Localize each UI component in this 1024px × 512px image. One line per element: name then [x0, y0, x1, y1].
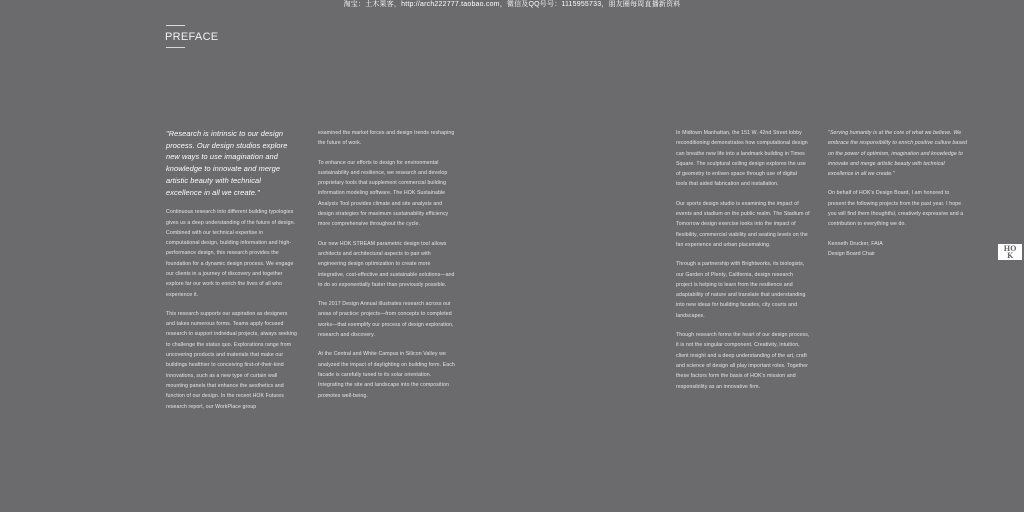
text-column-1 [166, 128, 297, 421]
logo-text-line-2: K [1006, 251, 1014, 260]
pull-quote: "Research is intrinsic to our design process. Our design studios explore new ways to use imagination and knowledge to innovate and merge artistic beauty with technical excellence in all we create." [166, 129, 288, 197]
body-paragraph: In Midtown Manhattan, the 151 W. 42nd Street lobby reconditioning demonstrates how computational design can breathe new life into a landmark building in Times Square. The sculptural ceiling design explores the use of geometry to enliven space through use of digital tools that aided fabrication and installation. [676, 130, 808, 188]
title-rule-top [166, 25, 185, 26]
watermark-text: 淘宝：土木果客，http://arch222777.taobao.com，微信及QQ号号：1115955733，朋友圈每周直播新资料 [343, 1, 681, 8]
logo-text-line-1: HO [1003, 244, 1017, 253]
body-paragraph: Our new HOK STREAM parametric design tool allows architects and architectural aspects to pair with engineering design optimization to create more integrative, cost-effective and sustainable solutions—and to do so exponentially faster than previously possible. [318, 240, 455, 288]
text-column-3 [676, 128, 810, 401]
body-paragraph: examined the market forces and design trends reshaping the future of work. [318, 130, 455, 147]
signature-block: Kenneth Drucker, FAIA Design Board Chair [828, 240, 883, 257]
title-rule-bottom [166, 47, 185, 48]
closing-quote: "Serving humanity is at the core of what we believe. We embrace the responsibility to enrich positive culture based on the power of optimism, imagination and knowledge to innovate and merge artistic beauty with technical excellence in all we create." [828, 130, 968, 178]
section-title: PREFACE [165, 31, 219, 43]
hok-logo [998, 244, 1022, 260]
body-paragraph: To enhance our efforts to design for environmental sustainability and resilience, we research and develop proprietary tools that supplement commercial building information modeling software. The HOK Sustainable Analysis Tool provides climate and site analysis and design strategies for maximum sustainability efficiency more comprehensive throughout the cycle. [318, 159, 449, 228]
body-paragraph: The 2017 Design Annual illustrates research across our areas of practice: projects—from concepts to completed works—that exemplify our process of design exploration, research and discovery. [318, 301, 454, 339]
body-paragraph: Our sports design studio is examining the impact of events and stadium on the public realm. The Stadium of Tomorrow design exercise looks into the impact of flexibility, commercial viability and seating levels on the fan experience and urban placemaking. [676, 200, 810, 248]
body-paragraph: Though research forms the heart of our design process, it is not the singular component. Creativity, intuition, client insight and a deep understanding of the art, craft and science of design all play important roles. Together these factors form the basis of HOK's mission and responsibility as an innovative firm. [676, 332, 810, 390]
text-column-4 [828, 128, 968, 268]
body-paragraph: At the Central and White Campus in Silicon Valley we analyzed the impact of daylighting on building form. Each facade is carefully tuned to its solar orientation. Integrating the site and landscape into the composition promotes well-being. [318, 351, 455, 399]
body-paragraph: On behalf of HOK's Design Board, I am honored to present the following projects from the past year. I hope you will find them thoughtful, creatively expressive and a contribution to everything we do. [828, 190, 964, 228]
body-paragraph: Through a partnership with Brightworks, its biologists, our Garden of Plenty, California, design research project is helping to learn from the resilience and adaptability of nature and translate that understanding into new ideas for building facades, city courts and landscapes. [676, 261, 806, 319]
text-column-2 [318, 128, 458, 410]
body-paragraph: This research supports our aspiration as designers and takes numerous forms. Teams apply focused research to support individual projects, always seeking to challenge the status quo. Explorations range from uncovering products and materials that make our buildings healthier to conceiving first-of-their-kind innovations, such as a new type of curtain wall mounting panels that enhance the aesthetics and function of our design. In the recent HOK Futures research report, our WorkPlace group [166, 310, 297, 410]
body-paragraph: Continuous research into different building typologies gives us a deep understanding of the future of design. Combined with our technical expertise in computational design, building information and high-performance design, this research provides the foundation for a dynamic design process. We engage our clients in a journey of discovery and together explore far our work to enrich the lives of all who experience it. [166, 209, 296, 298]
